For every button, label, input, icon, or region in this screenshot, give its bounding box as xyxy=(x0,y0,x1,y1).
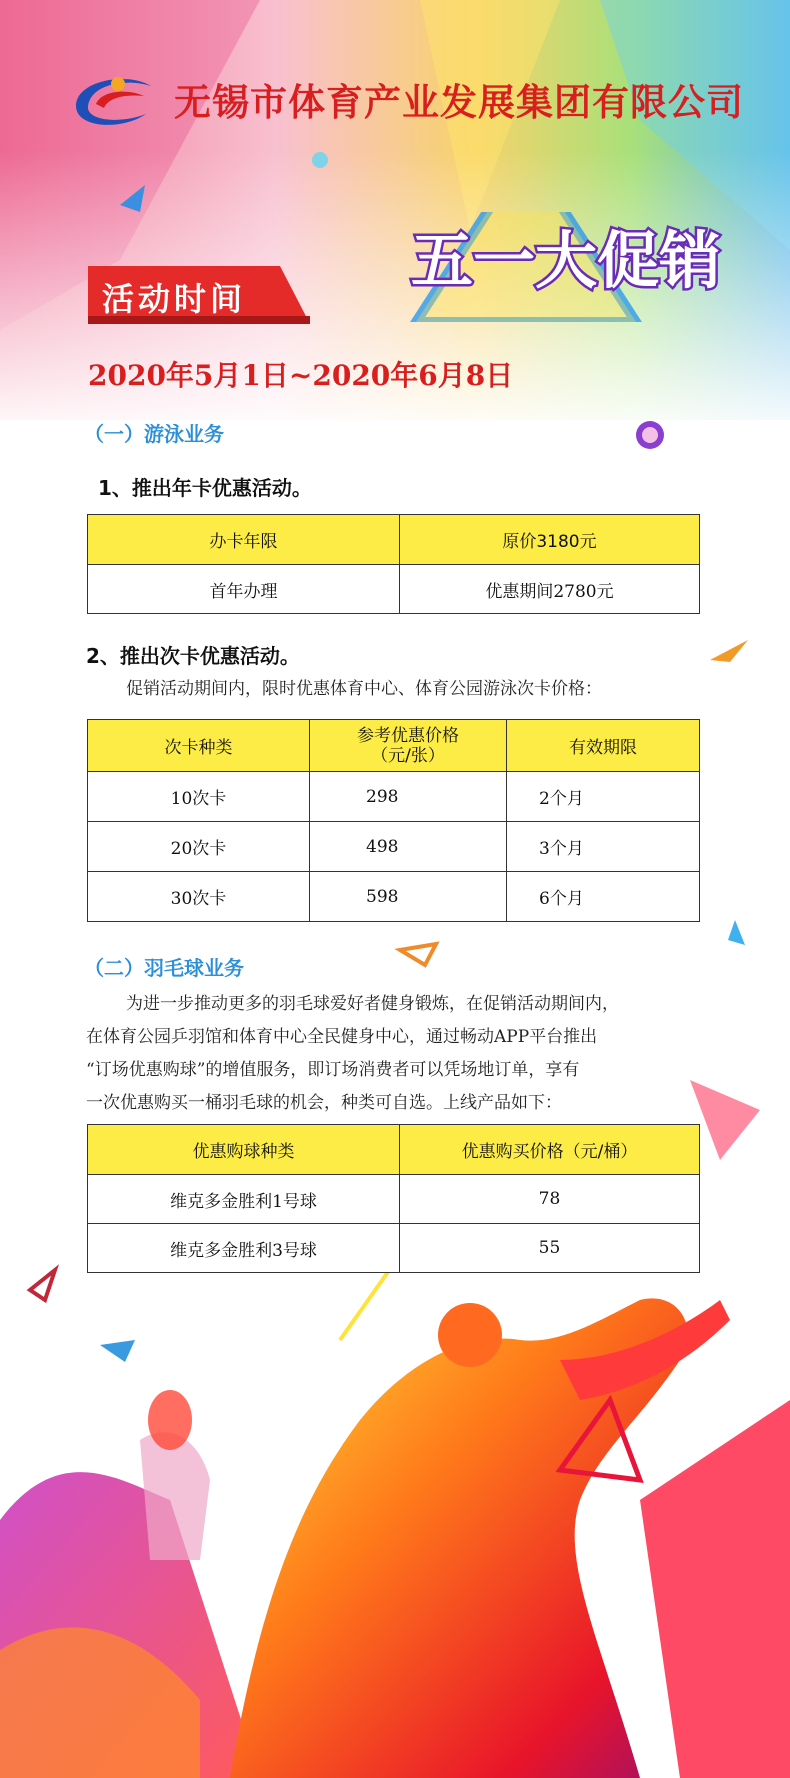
badminton-paragraph xyxy=(86,988,726,1120)
annual-card-heading: 1、推出年卡优惠活动。 xyxy=(98,476,312,500)
table-cell: 498 xyxy=(310,822,507,872)
table-header-price xyxy=(310,720,507,772)
table-cell: 6个月 xyxy=(507,872,700,922)
table-row xyxy=(88,1175,700,1224)
badminton-table xyxy=(87,1124,700,1273)
paragraph-line: “订场优惠购球”的增值服务，即订场消费者可以凭场地订单，享有 xyxy=(86,1060,580,1080)
promo-title-text: 五一大促销 xyxy=(410,224,722,297)
table-cell: 298 xyxy=(310,772,507,822)
paragraph-line: 在体育公园乒羽馆和体育中心全民健身中心，通过畅动APP平台推出 xyxy=(86,1027,598,1047)
table-header-cell: （元/张） xyxy=(371,745,445,766)
table-cell: 维克多金胜利3号球 xyxy=(88,1224,400,1273)
swimming-section-title: （一）游泳业务 xyxy=(84,422,224,446)
table-cell: 20次卡 xyxy=(88,822,310,872)
paragraph-line: 一次优惠购买一桶羽毛球的机会，种类可自选。上线产品如下： xyxy=(86,1093,562,1113)
table-header-cell: 参考优惠价格 xyxy=(357,725,459,746)
table-cell: 首年办理 xyxy=(88,565,400,614)
punch-card-heading: 2、推出次卡优惠活动。 xyxy=(86,644,300,668)
table-row xyxy=(88,772,700,822)
table-cell: 优惠期间2780元 xyxy=(400,565,700,614)
table-row xyxy=(88,1224,700,1273)
annual-card-table xyxy=(87,514,700,614)
company-logo xyxy=(66,66,158,128)
table-cell: 78 xyxy=(400,1175,700,1224)
activity-time-tag xyxy=(88,266,310,324)
table-header-cell: 次卡种类 xyxy=(88,720,310,772)
punch-card-table xyxy=(87,719,700,922)
table-header-cell: 原价3180元 xyxy=(400,515,700,565)
table-cell: 10次卡 xyxy=(88,772,310,822)
table-header-cell: 有效期限 xyxy=(507,720,700,772)
table-header-cell: 优惠购球种类 xyxy=(88,1125,400,1175)
promo-title-art xyxy=(376,212,756,322)
table-cell: 598 xyxy=(310,872,507,922)
activity-date-range: 2020年5月1日~2020年6月8日 xyxy=(88,359,514,392)
table-cell: 3个月 xyxy=(507,822,700,872)
punch-card-intro: 促销活动期间内，限时优惠体育中心、体育公园游泳次卡价格： xyxy=(126,679,602,699)
table-cell: 维克多金胜利1号球 xyxy=(88,1175,400,1224)
table-cell: 30次卡 xyxy=(88,872,310,922)
table-header-cell: 办卡年限 xyxy=(88,515,400,565)
table-cell: 2个月 xyxy=(507,772,700,822)
table-cell: 55 xyxy=(400,1224,700,1273)
paragraph-line: 为进一步推动更多的羽毛球爱好者健身锻炼，在促销活动期间内， xyxy=(126,994,619,1014)
badminton-section-title: （二）羽毛球业务 xyxy=(84,956,244,980)
activity-time-label: 活动时间 xyxy=(102,280,247,318)
table-header-cell: 优惠购买价格（元/桶） xyxy=(400,1125,700,1175)
table-row xyxy=(88,872,700,922)
table-row xyxy=(88,822,700,872)
company-name: 无锡市体育产业发展集团有限公司 xyxy=(174,81,744,124)
